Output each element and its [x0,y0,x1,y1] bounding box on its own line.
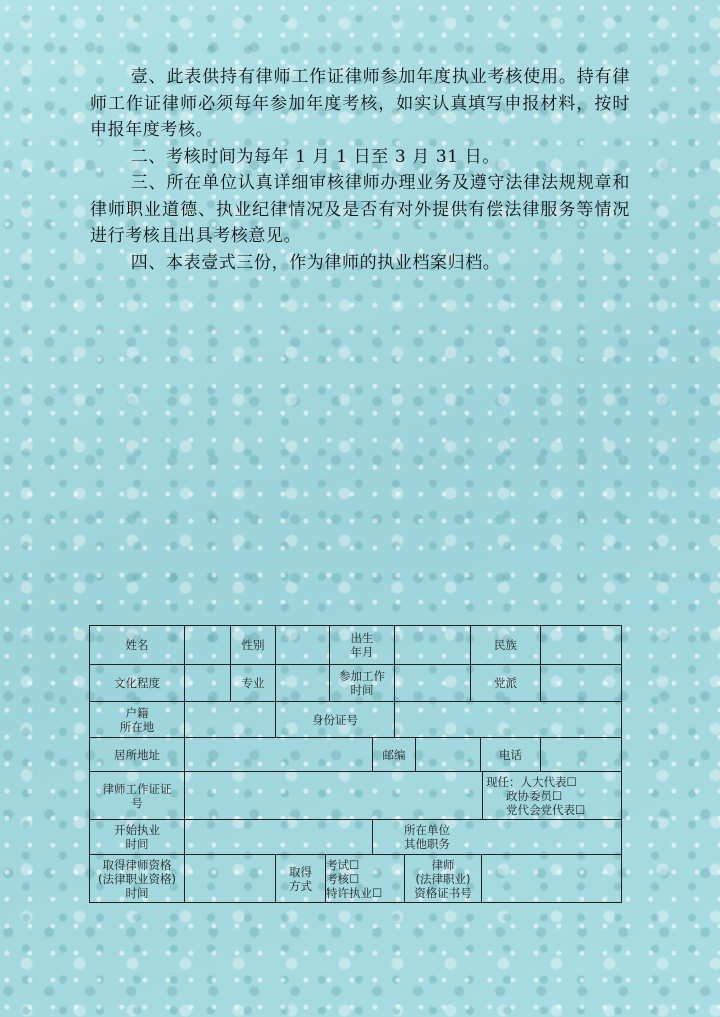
method-special-permit-checkbox[interactable]: 特许执业☐ [326,885,383,900]
qual-time-field[interactable] [185,855,275,902]
postcode-label: 邮编 [382,747,406,762]
ethnicity-field[interactable] [541,626,621,664]
name-label: 姓名 [125,638,149,652]
other-duties-field[interactable] [482,820,621,854]
instruction-2: 二、考核时间为每年 1 月 1 日至 3 月 31 日。 [130,146,500,167]
ethnicity-label: 民族 [494,638,517,652]
education-label: 文化程度 [114,676,160,690]
method-exam-checkbox[interactable]: 考试☐ [326,857,360,872]
education-field[interactable] [185,665,230,701]
role-cppcc-checkbox[interactable]: 政协委员☐ [506,788,563,803]
role-party-congress-checkbox[interactable]: 党代会党代表☐ [506,802,586,817]
qual-time-label: 取得律师资格 (法律职业资格) 时间 [98,857,176,900]
registration-form [89,625,622,903]
qual-method-options [326,855,404,902]
phone-field[interactable] [541,738,621,771]
id-number-label: 身份证号 [312,712,358,727]
cert-number-label: 律师 (法律职业) 资格证书号 [414,857,472,900]
address-field[interactable] [185,738,372,771]
work-start-field[interactable] [395,665,470,701]
phone-label: 电话 [499,747,522,762]
party-field[interactable] [541,665,621,701]
method-assessment-checkbox[interactable]: 考核☐ [326,871,360,886]
work-cert-label: 律师工作证证 号 [102,781,172,810]
instruction-4: 四、本表壹式三份，作为律师的执业档案归档。 [130,252,501,273]
major-label: 专业 [241,676,265,690]
party-label: 党派 [494,676,517,690]
qual-method-label: 取得 方式 [289,864,312,893]
current-role-options [486,772,621,819]
col-divider [482,771,483,819]
birth-field[interactable] [395,626,470,664]
practice-start-field[interactable] [185,820,372,854]
role-npc-checkbox[interactable]: 现任：人大代表☐ [486,774,577,789]
id-number-field[interactable] [395,702,621,737]
birth-label: 出生 年月 [350,631,374,659]
major-field[interactable] [276,665,329,701]
hukou-field[interactable] [185,702,275,737]
hukou-label: 户籍 所在地 [119,705,155,734]
practice-start-label: 开始执业 时间 [114,823,160,851]
instruction-3: 三、所在单位认真详细审核律师办理业务及遵守法律法规规章和律师职业道德、执业纪律情况及是否有对外提供有偿法律服务等情况进行考核且出具考核意见。 [90,173,630,246]
gender-field[interactable] [276,626,329,664]
instructions [90,64,630,276]
gender-label: 性别 [241,638,265,652]
work-start-label: 参加工作 时间 [339,669,385,697]
name-field[interactable] [185,626,230,664]
postcode-field[interactable] [416,738,480,771]
other-duties-label: 所在单位 其他职务 [404,823,450,851]
work-cert-field[interactable] [185,772,482,819]
address-label: 居所地址 [114,747,160,762]
instruction-1: 壹、此表供持有律师工作证律师参加年度执业考核使用。持有律师工作证律师必须每年参加年度考核，如实认真填写申报材料，按时申报年度考核。 [90,67,630,140]
cert-number-field[interactable] [482,855,621,902]
